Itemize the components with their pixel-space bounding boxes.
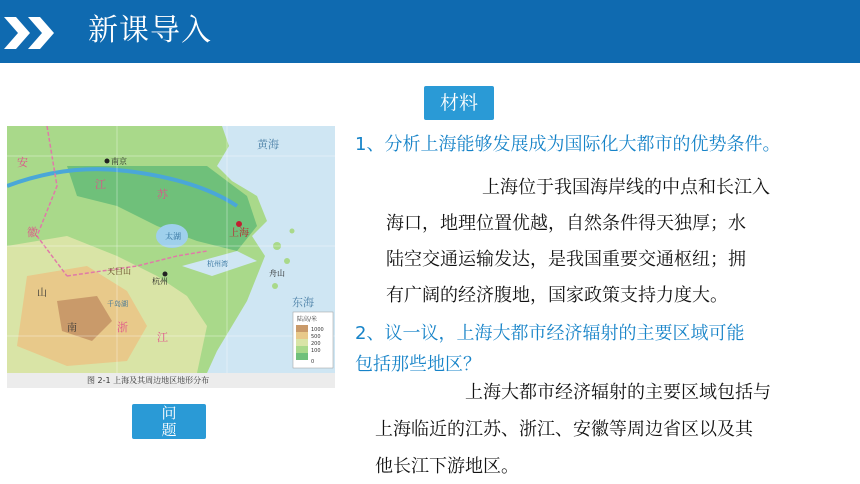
map-label-qiandao: 千岛湖 (107, 300, 128, 308)
question-1: 1、分析上海能够发展成为国际化大都市的优势条件。 (355, 134, 781, 155)
answer-1-line-1: 上海位于我国海岸线的中点和长江入 (482, 177, 770, 198)
terrain-map (7, 126, 335, 388)
question-badge[interactable] (132, 404, 206, 439)
legend-value-2: 200 (311, 341, 321, 347)
answer-2-line-1: 上海大都市经济辐射的主要区域包括与 (465, 382, 771, 403)
answer-1 (386, 170, 770, 314)
legend-value-1: 500 (311, 334, 321, 340)
map-label-hui: 徽 (27, 226, 38, 239)
map-label-hangzhou: 杭州 (152, 277, 168, 286)
legend-value-4: 0 (311, 359, 315, 365)
question-2 (355, 318, 744, 380)
header-bar (0, 0, 860, 63)
answer-2-line-2: 上海临近的江苏、浙江、安徽等周边省区以及其 (375, 419, 753, 440)
elevation-legend (293, 312, 333, 368)
map-label-an: 安 (17, 156, 28, 169)
map-label-nanjing: 南京 (111, 157, 127, 166)
answer-1-line-4: 有广阔的经济腹地，国家政策支持力度大。 (386, 285, 728, 306)
map-label-su: 苏 (157, 188, 168, 201)
map-label-hangzhouwan: 杭州湾 (207, 260, 228, 268)
map-label-sea: 黄海 (257, 138, 279, 151)
material-badge[interactable]: 材料 (424, 86, 494, 120)
answer-2-line-3: 他长江下游地区。 (375, 456, 519, 477)
answer-2 (375, 374, 771, 484)
map-caption: 图 2-1 上海及其周边地区地形分布 (7, 373, 335, 388)
page-title: 新课导入 (88, 13, 212, 48)
legend-value-0: 1000 (311, 327, 324, 333)
question-2-line-2: 包括那些地区？ (355, 354, 481, 375)
map-label-shanghai: 上海 (229, 228, 249, 239)
map-label-jiang2: 江 (157, 331, 168, 344)
question-2-line-1: 2、议一议，上海大都市经济辐射的主要区域可能 (355, 323, 745, 344)
double-chevron-icon (0, 13, 70, 53)
question-badge-line1: 问 (161, 404, 177, 422)
map-label-zhoushan: 舟山 (269, 269, 285, 278)
answer-1-line-2: 海口，地理位置优越，自然条件得天独厚；水 (386, 213, 746, 234)
map-label-donghai: 东海 (292, 296, 314, 309)
map-label-taihu: 太湖 (165, 232, 181, 241)
map-label-zhe: 浙 (117, 321, 128, 334)
map-label-tianmushan: 天目山 (107, 267, 131, 276)
map-label-shan: 山 (37, 288, 47, 299)
legend-value-3: 100 (311, 348, 321, 354)
map-label-nan: 南 (67, 323, 77, 334)
map-label-jiang: 江 (95, 178, 106, 191)
answer-1-line-3: 陆空交通运输发达，是我国重要交通枢纽；拥 (386, 249, 746, 270)
question-badge-line2: 题 (161, 421, 177, 439)
legend-title: 陆高/米 (297, 316, 318, 323)
terrain-map-graphic (7, 126, 335, 373)
